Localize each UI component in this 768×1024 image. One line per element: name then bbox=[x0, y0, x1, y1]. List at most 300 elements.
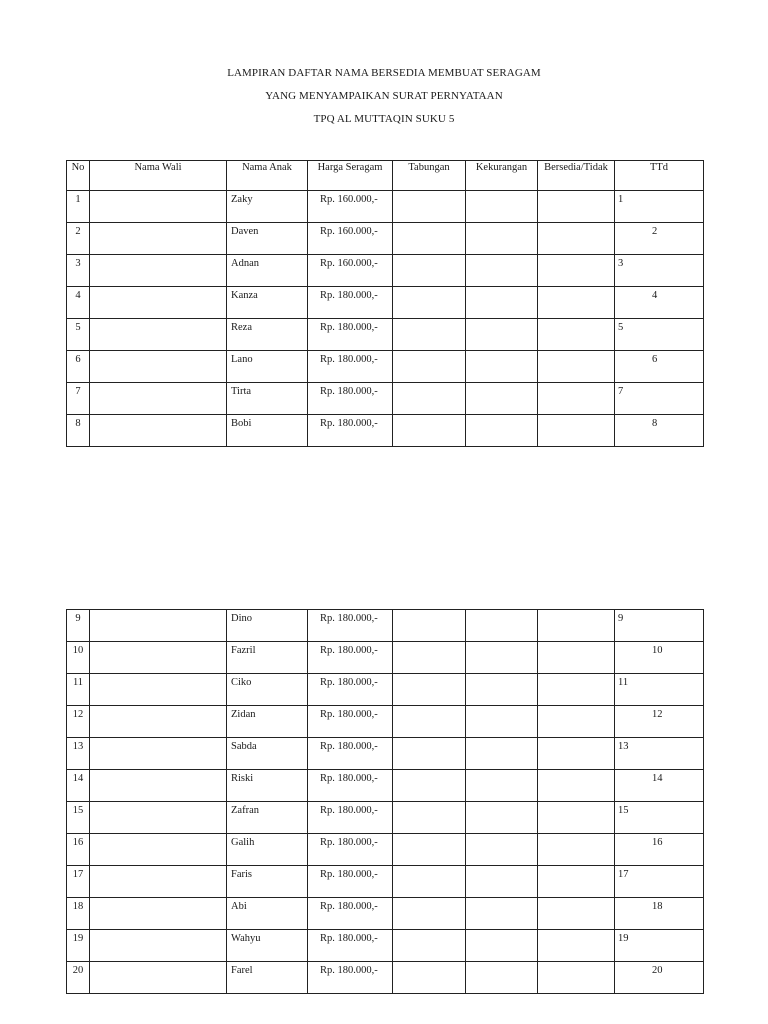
cell-harga-seragam bbox=[308, 383, 393, 415]
cell-ttd bbox=[615, 642, 704, 674]
cell-kekurangan bbox=[466, 415, 538, 447]
header-bersedia-tidak: Bersedia/Tidak bbox=[544, 162, 608, 173]
cell-kekurangan bbox=[466, 674, 538, 706]
cell-bersedia-tidak-text bbox=[538, 351, 614, 354]
cell-nama-wali bbox=[90, 383, 227, 415]
cell-bersedia-tidak bbox=[538, 834, 615, 866]
cell-ttd bbox=[615, 962, 704, 994]
cell-no bbox=[67, 738, 90, 770]
cell-nama-anak bbox=[227, 642, 308, 674]
cell-tabungan-text bbox=[393, 383, 465, 386]
table-row bbox=[67, 191, 704, 223]
cell-nama-wali-text bbox=[90, 255, 226, 258]
cell-nama-anak-text: Zafran bbox=[231, 805, 259, 816]
cell-harga-seragam bbox=[308, 351, 393, 383]
cell-harga-seragam-text: Rp. 160.000,- bbox=[320, 258, 378, 269]
cell-bersedia-tidak-text bbox=[538, 866, 614, 869]
cell-harga-seragam bbox=[308, 191, 393, 223]
cell-tabungan bbox=[393, 738, 466, 770]
cell-nama-anak bbox=[227, 415, 308, 447]
cell-bersedia-tidak bbox=[538, 223, 615, 255]
cell-tabungan-text bbox=[393, 962, 465, 965]
cell-nama-anak bbox=[227, 351, 308, 383]
cell-ttd bbox=[615, 738, 704, 770]
cell-no bbox=[67, 674, 90, 706]
cell-nama-wali-text bbox=[90, 962, 226, 965]
cell-kekurangan bbox=[466, 962, 538, 994]
table-row bbox=[67, 383, 704, 415]
cell-nama-wali bbox=[90, 930, 227, 962]
cell-nama-wali bbox=[90, 962, 227, 994]
cell-harga-seragam bbox=[308, 319, 393, 351]
cell-harga-seragam-text: Rp. 180.000,- bbox=[320, 741, 378, 752]
cell-nama-wali bbox=[90, 802, 227, 834]
cell-harga-seragam-text: Rp. 160.000,- bbox=[320, 194, 378, 205]
cell-tabungan-text bbox=[393, 834, 465, 837]
cell-harga-seragam bbox=[308, 962, 393, 994]
cell-no-text: 17 bbox=[72, 869, 84, 880]
cell-bersedia-tidak-text bbox=[538, 770, 614, 773]
table-row bbox=[67, 415, 704, 447]
header-ttd: TTd bbox=[649, 162, 669, 173]
cell-no-text: 11 bbox=[72, 677, 84, 688]
table-row bbox=[67, 898, 704, 930]
cell-ttd-text: 7 bbox=[618, 386, 624, 397]
cell-ttd bbox=[615, 351, 704, 383]
cell-bersedia-tidak bbox=[538, 866, 615, 898]
cell-tabungan bbox=[393, 898, 466, 930]
cell-bersedia-tidak bbox=[538, 191, 615, 223]
cell-nama-anak bbox=[227, 738, 308, 770]
cell-ttd-text: 1 bbox=[618, 194, 624, 205]
header-cell-tabungan bbox=[393, 161, 466, 191]
cell-nama-wali-text bbox=[90, 770, 226, 773]
cell-tabungan-text bbox=[393, 770, 465, 773]
cell-tabungan bbox=[393, 706, 466, 738]
cell-nama-anak-text: Riski bbox=[231, 773, 254, 784]
cell-nama-anak bbox=[227, 383, 308, 415]
table-row bbox=[67, 866, 704, 898]
cell-ttd-text: 13 bbox=[618, 741, 629, 752]
cell-tabungan bbox=[393, 383, 466, 415]
header-cell-harga bbox=[308, 161, 393, 191]
cell-nama-wali-text bbox=[90, 415, 226, 418]
cell-harga-seragam bbox=[308, 770, 393, 802]
cell-nama-wali bbox=[90, 738, 227, 770]
title-line-1: LAMPIRAN DAFTAR NAMA BERSEDIA MEMBUAT SERAGAM bbox=[227, 67, 541, 79]
cell-bersedia-tidak-text bbox=[538, 191, 614, 194]
cell-kekurangan-text bbox=[466, 319, 537, 322]
cell-kekurangan-text bbox=[466, 706, 537, 709]
cell-no bbox=[67, 319, 90, 351]
cell-nama-anak bbox=[227, 287, 308, 319]
cell-nama-anak-text: Abi bbox=[231, 901, 247, 912]
cell-nama-wali bbox=[90, 834, 227, 866]
cell-nama-anak bbox=[227, 674, 308, 706]
table-body-part-1 bbox=[67, 191, 704, 447]
cell-tabungan-text bbox=[393, 930, 465, 933]
cell-nama-wali bbox=[90, 351, 227, 383]
cell-kekurangan-text bbox=[466, 898, 537, 901]
cell-nama-wali bbox=[90, 191, 227, 223]
title-line-3: TPQ AL MUTTAQIN SUKU 5 bbox=[313, 113, 455, 125]
cell-tabungan bbox=[393, 802, 466, 834]
cell-tabungan-text bbox=[393, 351, 465, 354]
cell-no-text: 19 bbox=[72, 933, 84, 944]
header-cell-bersedia bbox=[538, 161, 615, 191]
cell-bersedia-tidak-text bbox=[538, 706, 614, 709]
cell-no-text: 12 bbox=[72, 709, 84, 720]
cell-kekurangan-text bbox=[466, 930, 537, 933]
cell-nama-anak bbox=[227, 319, 308, 351]
cell-tabungan bbox=[393, 191, 466, 223]
uniform-table-part-1 bbox=[66, 160, 704, 447]
cell-bersedia-tidak-text bbox=[538, 834, 614, 837]
cell-kekurangan bbox=[466, 802, 538, 834]
cell-nama-wali bbox=[90, 319, 227, 351]
cell-harga-seragam-text: Rp. 180.000,- bbox=[320, 645, 378, 656]
cell-harga-seragam bbox=[308, 866, 393, 898]
cell-bersedia-tidak-text bbox=[538, 255, 614, 258]
cell-no bbox=[67, 770, 90, 802]
cell-nama-wali-text bbox=[90, 610, 226, 613]
cell-ttd bbox=[615, 802, 704, 834]
cell-ttd bbox=[615, 930, 704, 962]
cell-nama-anak-text: Fazril bbox=[231, 645, 256, 656]
cell-nama-wali-text bbox=[90, 738, 226, 741]
cell-tabungan bbox=[393, 223, 466, 255]
cell-ttd bbox=[615, 319, 704, 351]
cell-nama-anak-text: Galih bbox=[231, 837, 255, 848]
cell-tabungan-text bbox=[393, 898, 465, 901]
cell-tabungan bbox=[393, 674, 466, 706]
cell-nama-wali bbox=[90, 674, 227, 706]
cell-tabungan bbox=[393, 610, 466, 642]
cell-no-text: 16 bbox=[72, 837, 84, 848]
cell-harga-seragam bbox=[308, 255, 393, 287]
cell-tabungan bbox=[393, 351, 466, 383]
cell-nama-wali bbox=[90, 898, 227, 930]
cell-kekurangan-text bbox=[466, 962, 537, 965]
cell-bersedia-tidak bbox=[538, 642, 615, 674]
cell-nama-anak-text: Dino bbox=[231, 613, 252, 624]
cell-harga-seragam-text: Rp. 180.000,- bbox=[320, 901, 378, 912]
cell-nama-anak-text: Bobi bbox=[231, 418, 252, 429]
cell-harga-seragam bbox=[308, 415, 393, 447]
cell-nama-wali-text bbox=[90, 834, 226, 837]
table-row bbox=[67, 834, 704, 866]
cell-ttd-text: 14 bbox=[652, 773, 663, 784]
cell-no bbox=[67, 642, 90, 674]
cell-bersedia-tidak bbox=[538, 287, 615, 319]
cell-no-text: 4 bbox=[75, 290, 81, 301]
cell-kekurangan-text bbox=[466, 351, 537, 354]
cell-no-text: 10 bbox=[72, 645, 84, 656]
cell-kekurangan-text bbox=[466, 223, 537, 226]
cell-nama-wali-text bbox=[90, 930, 226, 933]
cell-bersedia-tidak bbox=[538, 898, 615, 930]
cell-harga-seragam bbox=[308, 706, 393, 738]
table-row bbox=[67, 642, 704, 674]
cell-ttd-text: 6 bbox=[652, 354, 658, 365]
cell-nama-wali-text bbox=[90, 383, 226, 386]
cell-no bbox=[67, 866, 90, 898]
cell-tabungan-text bbox=[393, 706, 465, 709]
cell-harga-seragam bbox=[308, 223, 393, 255]
cell-kekurangan bbox=[466, 738, 538, 770]
table-row bbox=[67, 770, 704, 802]
cell-nama-wali-text bbox=[90, 674, 226, 677]
cell-nama-anak-text: Zaky bbox=[231, 194, 253, 205]
cell-harga-seragam-text: Rp. 180.000,- bbox=[320, 354, 378, 365]
cell-nama-anak bbox=[227, 610, 308, 642]
cell-bersedia-tidak bbox=[538, 930, 615, 962]
header-cell-ttd bbox=[615, 161, 704, 191]
cell-ttd-text: 18 bbox=[652, 901, 663, 912]
cell-ttd-text: 15 bbox=[618, 805, 629, 816]
table-row bbox=[67, 930, 704, 962]
cell-ttd-text: 2 bbox=[652, 226, 658, 237]
cell-no-text: 8 bbox=[75, 418, 81, 429]
cell-tabungan bbox=[393, 834, 466, 866]
cell-no bbox=[67, 287, 90, 319]
cell-nama-anak-text: Sabda bbox=[231, 741, 257, 752]
cell-bersedia-tidak-text bbox=[538, 642, 614, 645]
cell-nama-anak-text: Farel bbox=[231, 965, 253, 976]
cell-harga-seragam-text: Rp. 180.000,- bbox=[320, 613, 378, 624]
cell-bersedia-tidak bbox=[538, 770, 615, 802]
cell-no-text: 7 bbox=[75, 386, 81, 397]
uniform-table-part-2 bbox=[66, 609, 704, 994]
cell-harga-seragam-text: Rp. 160.000,- bbox=[320, 226, 378, 237]
header-no: No bbox=[71, 162, 85, 173]
cell-no-text: 2 bbox=[75, 226, 81, 237]
cell-no bbox=[67, 610, 90, 642]
cell-ttd bbox=[615, 287, 704, 319]
cell-nama-anak bbox=[227, 866, 308, 898]
cell-tabungan bbox=[393, 287, 466, 319]
cell-tabungan bbox=[393, 415, 466, 447]
cell-tabungan-text bbox=[393, 610, 465, 613]
cell-nama-anak-text: Kanza bbox=[231, 290, 258, 301]
cell-harga-seragam bbox=[308, 642, 393, 674]
cell-bersedia-tidak-text bbox=[538, 898, 614, 901]
cell-nama-wali-text bbox=[90, 706, 226, 709]
cell-nama-anak-text: Tirta bbox=[231, 386, 252, 397]
cell-kekurangan bbox=[466, 642, 538, 674]
cell-kekurangan bbox=[466, 866, 538, 898]
table-row bbox=[67, 319, 704, 351]
cell-no bbox=[67, 898, 90, 930]
header-tabungan: Tabungan bbox=[408, 162, 450, 173]
cell-ttd bbox=[615, 383, 704, 415]
cell-kekurangan-text bbox=[466, 674, 537, 677]
cell-bersedia-tidak bbox=[538, 738, 615, 770]
cell-kekurangan-text bbox=[466, 834, 537, 837]
cell-no bbox=[67, 383, 90, 415]
cell-ttd bbox=[615, 223, 704, 255]
cell-nama-anak bbox=[227, 255, 308, 287]
cell-nama-anak bbox=[227, 962, 308, 994]
cell-nama-wali-text bbox=[90, 642, 226, 645]
cell-no-text: 3 bbox=[75, 258, 81, 269]
cell-bersedia-tidak bbox=[538, 962, 615, 994]
cell-nama-anak bbox=[227, 770, 308, 802]
cell-harga-seragam-text: Rp. 180.000,- bbox=[320, 418, 378, 429]
cell-kekurangan bbox=[466, 255, 538, 287]
cell-tabungan-text bbox=[393, 223, 465, 226]
cell-ttd-text: 9 bbox=[618, 613, 624, 624]
cell-ttd-text: 17 bbox=[618, 869, 629, 880]
cell-tabungan-text bbox=[393, 415, 465, 418]
cell-harga-seragam-text: Rp. 180.000,- bbox=[320, 773, 378, 784]
table-row bbox=[67, 802, 704, 834]
cell-ttd-text: 11 bbox=[618, 677, 629, 688]
cell-tabungan-text bbox=[393, 255, 465, 258]
cell-nama-anak-text: Adnan bbox=[231, 258, 259, 269]
cell-no-text: 20 bbox=[72, 965, 84, 976]
cell-bersedia-tidak-text bbox=[538, 383, 614, 386]
cell-no bbox=[67, 802, 90, 834]
cell-bersedia-tidak bbox=[538, 255, 615, 287]
cell-nama-anak bbox=[227, 898, 308, 930]
cell-no bbox=[67, 962, 90, 994]
cell-no bbox=[67, 706, 90, 738]
table-row bbox=[67, 223, 704, 255]
cell-kekurangan-text bbox=[466, 770, 537, 773]
cell-nama-anak-text: Reza bbox=[231, 322, 252, 333]
cell-ttd bbox=[615, 898, 704, 930]
header-harga-seragam: Harga Seragam bbox=[317, 162, 383, 173]
cell-nama-wali bbox=[90, 287, 227, 319]
cell-no-text: 1 bbox=[75, 194, 81, 205]
cell-no bbox=[67, 415, 90, 447]
cell-tabungan bbox=[393, 255, 466, 287]
cell-nama-wali-text bbox=[90, 191, 226, 194]
cell-kekurangan bbox=[466, 610, 538, 642]
cell-harga-seragam-text: Rp. 180.000,- bbox=[320, 322, 378, 333]
cell-nama-wali bbox=[90, 642, 227, 674]
cell-bersedia-tidak bbox=[538, 415, 615, 447]
cell-kekurangan-text bbox=[466, 610, 537, 613]
cell-kekurangan-text bbox=[466, 255, 537, 258]
cell-tabungan bbox=[393, 319, 466, 351]
cell-tabungan-text bbox=[393, 738, 465, 741]
cell-nama-wali-text bbox=[90, 866, 226, 869]
cell-tabungan-text bbox=[393, 866, 465, 869]
cell-nama-wali bbox=[90, 770, 227, 802]
table-row bbox=[67, 351, 704, 383]
cell-bersedia-tidak-text bbox=[538, 738, 614, 741]
cell-kekurangan-text bbox=[466, 802, 537, 805]
cell-kekurangan bbox=[466, 351, 538, 383]
cell-ttd-text: 5 bbox=[618, 322, 624, 333]
header-cell-anak bbox=[227, 161, 308, 191]
cell-ttd bbox=[615, 191, 704, 223]
table-row bbox=[67, 287, 704, 319]
cell-harga-seragam-text: Rp. 180.000,- bbox=[320, 965, 378, 976]
cell-ttd-text: 20 bbox=[652, 965, 663, 976]
cell-bersedia-tidak-text bbox=[538, 287, 614, 290]
cell-nama-wali bbox=[90, 255, 227, 287]
cell-nama-anak bbox=[227, 802, 308, 834]
cell-nama-anak bbox=[227, 834, 308, 866]
cell-nama-wali bbox=[90, 223, 227, 255]
cell-nama-anak-text: Lano bbox=[231, 354, 253, 365]
cell-ttd bbox=[615, 706, 704, 738]
cell-kekurangan-text bbox=[466, 738, 537, 741]
cell-no bbox=[67, 191, 90, 223]
cell-harga-seragam bbox=[308, 287, 393, 319]
cell-ttd bbox=[615, 255, 704, 287]
cell-ttd bbox=[615, 610, 704, 642]
table-row bbox=[67, 706, 704, 738]
cell-tabungan bbox=[393, 642, 466, 674]
cell-kekurangan-text bbox=[466, 866, 537, 869]
cell-nama-wali-text bbox=[90, 351, 226, 354]
cell-bersedia-tidak-text bbox=[538, 674, 614, 677]
cell-bersedia-tidak-text bbox=[538, 319, 614, 322]
cell-harga-seragam-text: Rp. 180.000,- bbox=[320, 837, 378, 848]
cell-harga-seragam bbox=[308, 802, 393, 834]
cell-harga-seragam-text: Rp. 180.000,- bbox=[320, 869, 378, 880]
cell-bersedia-tidak-text bbox=[538, 962, 614, 965]
cell-harga-seragam bbox=[308, 610, 393, 642]
cell-ttd-text: 4 bbox=[652, 290, 658, 301]
cell-tabungan bbox=[393, 930, 466, 962]
cell-harga-seragam bbox=[308, 834, 393, 866]
cell-ttd bbox=[615, 415, 704, 447]
cell-kekurangan bbox=[466, 223, 538, 255]
cell-kekurangan bbox=[466, 930, 538, 962]
cell-no-text: 9 bbox=[75, 613, 81, 624]
cell-kekurangan bbox=[466, 898, 538, 930]
table-header-row bbox=[67, 161, 704, 191]
cell-nama-wali bbox=[90, 610, 227, 642]
cell-bersedia-tidak bbox=[538, 674, 615, 706]
cell-no bbox=[67, 930, 90, 962]
header-kekurangan: Kekurangan bbox=[475, 162, 528, 173]
cell-kekurangan bbox=[466, 319, 538, 351]
cell-bersedia-tidak bbox=[538, 383, 615, 415]
cell-harga-seragam-text: Rp. 180.000,- bbox=[320, 677, 378, 688]
cell-nama-wali-text bbox=[90, 287, 226, 290]
cell-tabungan-text bbox=[393, 319, 465, 322]
cell-no bbox=[67, 834, 90, 866]
cell-nama-anak-text: Wahyu bbox=[231, 933, 261, 944]
cell-harga-seragam-text: Rp. 180.000,- bbox=[320, 386, 378, 397]
cell-bersedia-tidak bbox=[538, 610, 615, 642]
cell-ttd bbox=[615, 866, 704, 898]
table-row bbox=[67, 674, 704, 706]
cell-harga-seragam-text: Rp. 180.000,- bbox=[320, 709, 378, 720]
cell-tabungan bbox=[393, 770, 466, 802]
header-nama-anak: Nama Anak bbox=[242, 162, 292, 173]
cell-bersedia-tidak-text bbox=[538, 610, 614, 613]
cell-harga-seragam-text: Rp. 180.000,- bbox=[320, 933, 378, 944]
header-cell-no bbox=[67, 161, 90, 191]
cell-nama-anak-text: Ciko bbox=[231, 677, 252, 688]
cell-harga-seragam bbox=[308, 674, 393, 706]
cell-ttd bbox=[615, 770, 704, 802]
cell-tabungan-text bbox=[393, 287, 465, 290]
cell-kekurangan-text bbox=[466, 287, 537, 290]
cell-no-text: 18 bbox=[72, 901, 84, 912]
cell-tabungan bbox=[393, 866, 466, 898]
header-cell-wali bbox=[90, 161, 227, 191]
cell-kekurangan-text bbox=[466, 415, 537, 418]
cell-kekurangan-text bbox=[466, 642, 537, 645]
